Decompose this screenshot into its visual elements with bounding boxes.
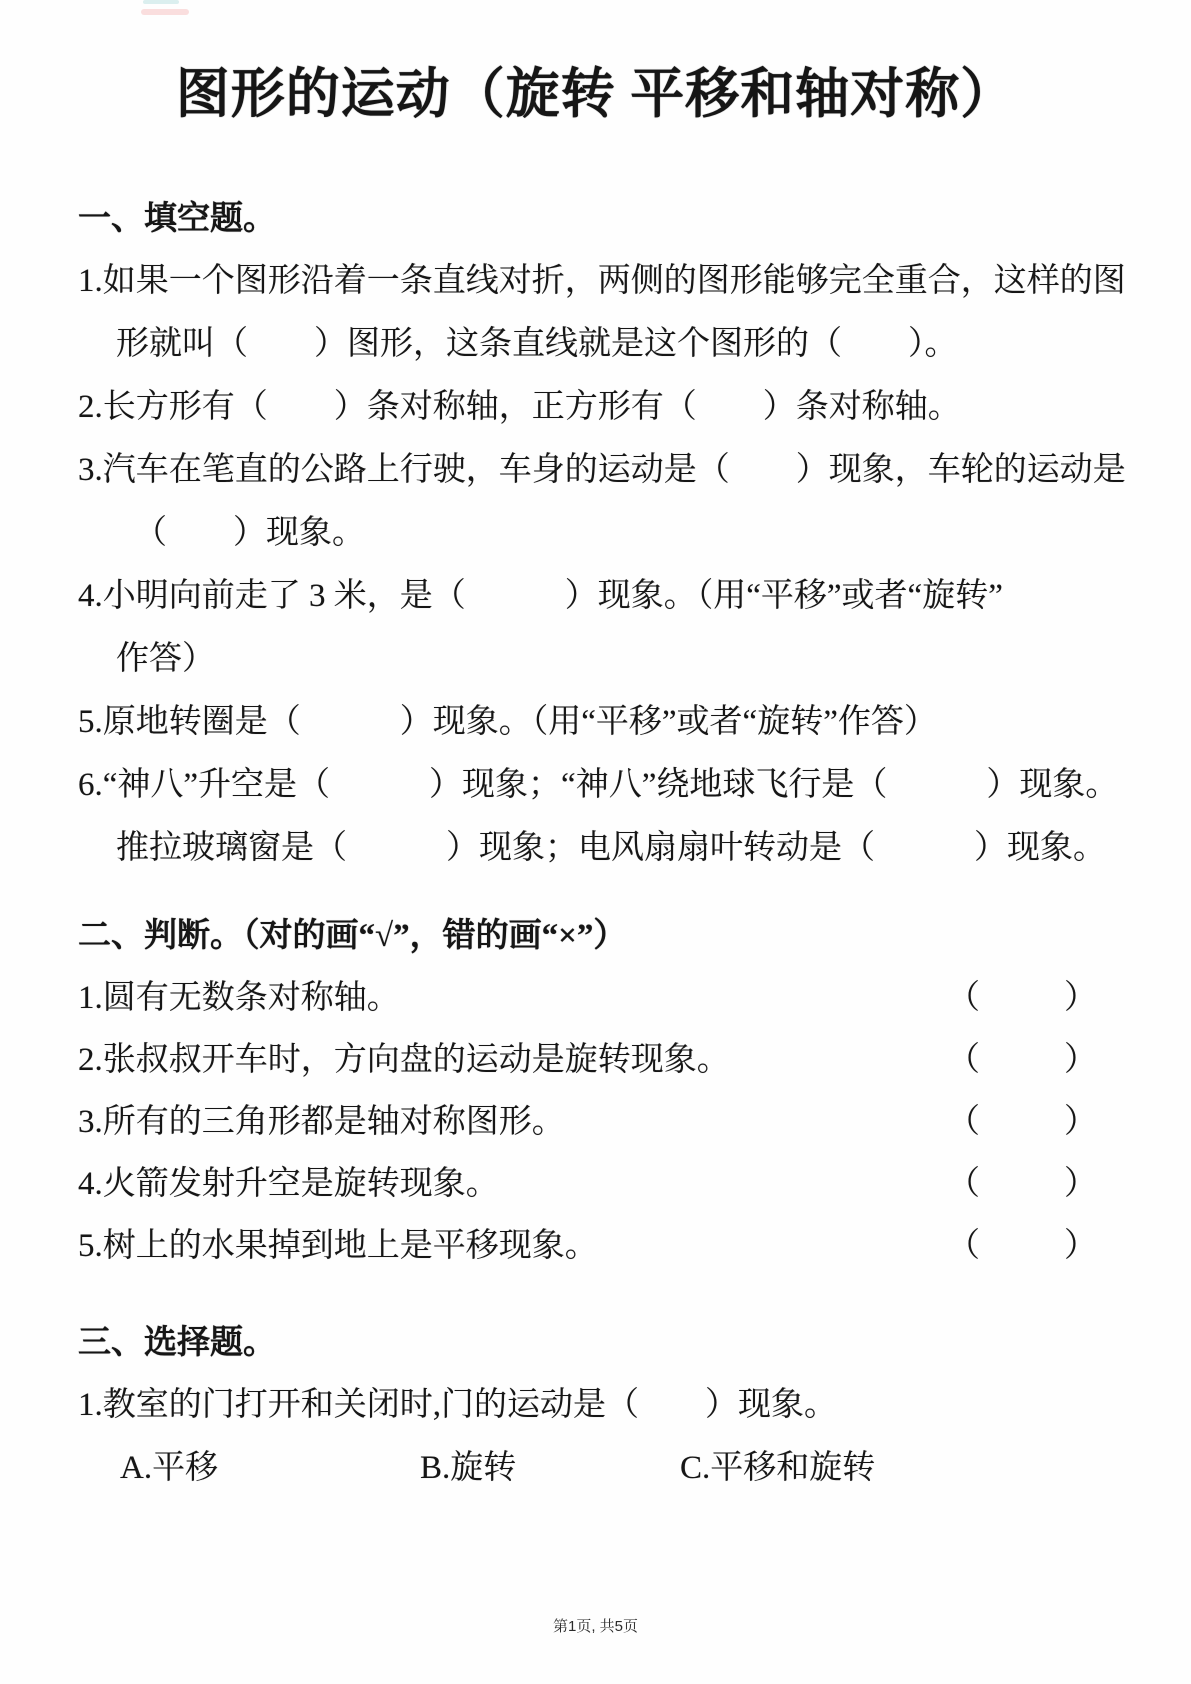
- fill-question-2: 2.长方形有（ ）条对称轴，正方形有（ ）条对称轴。: [78, 389, 961, 425]
- fill-question-6-line-1: 6.“神八”升空是（ ）现象；“神八”绕地球飞行是（ ）现象。: [78, 767, 1119, 803]
- choice-question-1-options: [78, 1437, 1133, 1500]
- judge-item-4: [78, 1153, 1133, 1215]
- page-footer: 第1页, 共5页: [552, 1618, 639, 1635]
- section-1-heading: 一、填空题。: [78, 201, 276, 237]
- judge-item-4-answer-blank: （ ）: [947, 1166, 1103, 1202]
- fill-question-6-line-2: 推拉玻璃窗是（ ）现象；电风扇扇叶转动是（ ）现象。: [116, 830, 1106, 866]
- judge-item-3-text: 3.所有的三角形都是轴对称图形。: [78, 1104, 565, 1140]
- fill-question-1-line-2: 形就叫（ ）图形，这条直线就是这个图形的（ ）。: [116, 326, 958, 362]
- judge-item-1: [78, 967, 1133, 1029]
- judge-item-2-answer-blank: （ ）: [947, 1042, 1103, 1078]
- judge-item-1-answer-blank: （ ）: [947, 980, 1103, 1016]
- judge-item-4-text: 4.火箭发射升空是旋转现象。: [78, 1166, 499, 1202]
- section-2-heading: 二、判断。（对的画“√”，错的画“×”）: [78, 918, 627, 954]
- judge-item-5-answer-blank: （ ）: [947, 1228, 1103, 1264]
- scan-artifact-cyan-mark: [143, 0, 179, 4]
- judge-item-2-text: 2.张叔叔开车时，方向盘的运动是旋转现象。: [78, 1042, 730, 1078]
- page-title: 图形的运动（旋转 平移和轴对称）: [175, 64, 1016, 124]
- judge-item-5-text: 5.树上的水果掉到地上是平移现象。: [78, 1228, 598, 1264]
- choice-question-1: 1.教室的门打开和关闭时,门的运动是（ ）现象。: [78, 1387, 837, 1423]
- judge-item-1-text: 1.圆有无数条对称轴。: [78, 980, 400, 1016]
- choice-option-b: B.旋转: [420, 1450, 517, 1486]
- judge-item-2: [78, 1029, 1133, 1091]
- judge-item-3: [78, 1091, 1133, 1153]
- fill-question-1-line-1: 1.如果一个图形沿着一条直线对折，两侧的图形能够完全重合，这样的图: [78, 263, 1126, 299]
- judge-item-5: [78, 1215, 1133, 1277]
- fill-question-4-line-1: 4.小明向前走了 3 米，是（ ）现象。（用“平移”或者“旋转”: [78, 578, 1003, 614]
- fill-question-4-line-2: 作答）: [116, 641, 215, 677]
- fill-question-3-line-2: （ ）现象。: [134, 515, 365, 551]
- scan-artifact-pink-mark: [141, 9, 189, 15]
- worksheet-content: [0, 188, 1191, 1500]
- fill-question-5: 5.原地转圈是（ ）现象。（用“平移”或者“旋转”作答）: [78, 704, 937, 740]
- section-3-heading: 三、选择题。: [78, 1325, 276, 1361]
- judge-item-3-answer-blank: （ ）: [947, 1104, 1103, 1140]
- fill-question-3-line-1: 3.汽车在笔直的公路上行驶，车身的运动是（ ）现象，车轮的运动是: [78, 452, 1126, 488]
- choice-option-a: A.平移: [120, 1450, 219, 1486]
- choice-option-c: C.平移和旋转: [680, 1450, 876, 1486]
